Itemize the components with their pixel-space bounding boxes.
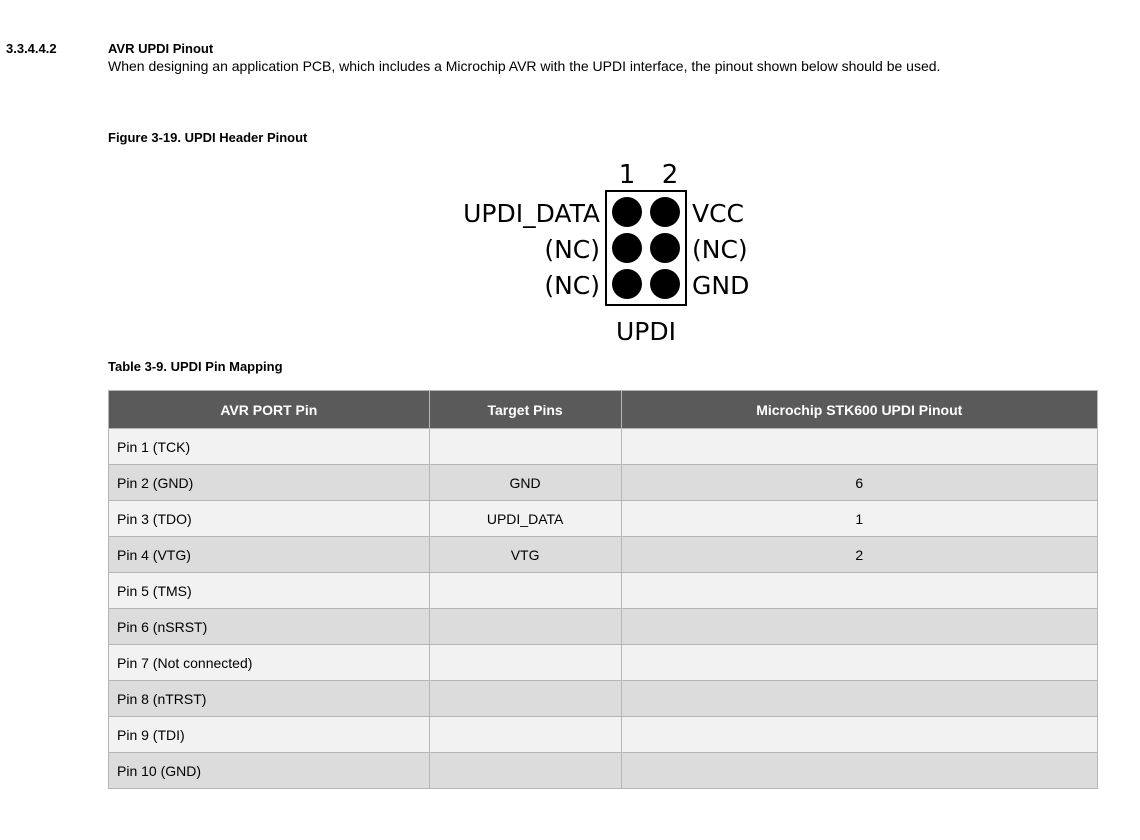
table-cell: 6 (621, 465, 1097, 501)
table-cell (429, 681, 621, 717)
table-row (109, 465, 1098, 501)
table-cell (429, 573, 621, 609)
table-cell: Pin 6 (nSRST) (109, 609, 430, 645)
table-cell: Pin 10 (GND) (109, 753, 430, 789)
table-cell: GND (429, 465, 621, 501)
table-cell (621, 681, 1097, 717)
pin-mapping-table (108, 390, 1098, 789)
table-cell: UPDI_DATA (429, 501, 621, 537)
table-cell (429, 753, 621, 789)
column-header: AVR PORT Pin (109, 391, 430, 429)
table-cell: Pin 9 (TDI) (109, 717, 430, 753)
table-cell (429, 429, 621, 465)
pin-column-number: 2 (661, 160, 679, 190)
table-cell: 1 (621, 501, 1097, 537)
table-cell: 2 (621, 537, 1097, 573)
table-cell (429, 717, 621, 753)
table-header-row (109, 391, 1098, 429)
updi-header-figure (420, 152, 780, 352)
table-cell (621, 573, 1097, 609)
table-row (109, 429, 1098, 465)
table-cell (429, 609, 621, 645)
pin-column-number: 1 (618, 160, 636, 190)
pin-dot (650, 233, 680, 263)
table-cell: Pin 3 (TDO) (109, 501, 430, 537)
section-number: 3.3.4.4.2 (6, 41, 57, 56)
table-cell (621, 609, 1097, 645)
section-title: AVR UPDI Pinout (108, 41, 214, 56)
table-cell (621, 645, 1097, 681)
table-cell (429, 645, 621, 681)
right-pin-label: (NC) (692, 235, 748, 264)
figure-caption: Figure 3-19. UPDI Header Pinout (108, 130, 308, 145)
table-cell: VTG (429, 537, 621, 573)
table-row (109, 645, 1098, 681)
table-cell: Pin 1 (TCK) (109, 429, 430, 465)
table-row (109, 681, 1098, 717)
pin-dot (612, 233, 642, 263)
pin-dot (650, 197, 680, 227)
table-cell: Pin 8 (nTRST) (109, 681, 430, 717)
table-caption: Table 3-9. UPDI Pin Mapping (108, 359, 283, 374)
table-cell: Pin 7 (Not connected) (109, 645, 430, 681)
column-header: Target Pins (429, 391, 621, 429)
left-pin-label: (NC) (544, 271, 600, 300)
left-pin-label: UPDI_DATA (463, 199, 600, 228)
table-row (109, 537, 1098, 573)
right-pin-label: GND (692, 271, 750, 300)
column-header: Microchip STK600 UPDI Pinout (621, 391, 1097, 429)
table-cell: Pin 2 (GND) (109, 465, 430, 501)
table-row (109, 501, 1098, 537)
right-pin-label: VCC (692, 199, 745, 228)
table-row (109, 753, 1098, 789)
header-name: UPDI (616, 317, 676, 346)
table-row (109, 573, 1098, 609)
table-cell: Pin 5 (TMS) (109, 573, 430, 609)
table-row (109, 717, 1098, 753)
pin-dot (612, 197, 642, 227)
table-cell (621, 717, 1097, 753)
intro-paragraph: When designing an application PCB, which includes a Microchip AVR with the UPDI interface, the pinout shown below should be used. (108, 58, 941, 74)
pin-dot (612, 269, 642, 299)
left-pin-label: (NC) (544, 235, 600, 264)
table-cell: Pin 4 (VTG) (109, 537, 430, 573)
pin-dot (650, 269, 680, 299)
table-cell (621, 429, 1097, 465)
table-row (109, 609, 1098, 645)
table-cell (621, 753, 1097, 789)
